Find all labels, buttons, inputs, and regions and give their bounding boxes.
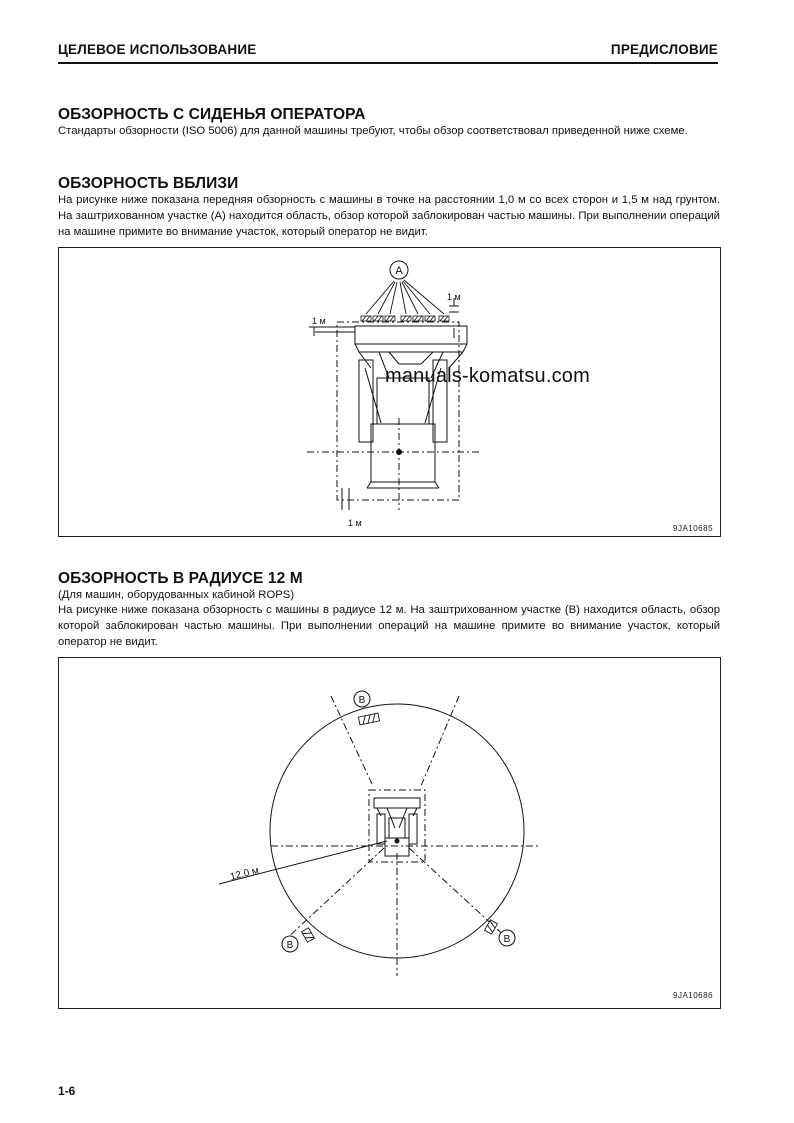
figure-code-12m: 9JA10686 [673,991,714,1000]
figure-close-visibility [58,247,721,537]
running-header-right: ПРЕДИСЛОВИЕ [610,42,718,57]
running-header-left: ЦЕЛЕВОЕ ИСПОЛЬЗОВАНИЕ [58,42,257,57]
section-title-close-visibility: ОБЗОРНОСТЬ ВБЛИЗИ [58,175,239,192]
watermark: manuals-komatsu.com [385,365,590,387]
section-text-operator-visibility: Стандарты обзорности (ISO 5006) для данной машины требуют, чтобы обзор соответствовал приведенной ниже схеме. [58,125,688,137]
header-rule [58,62,718,64]
dimension-label-right: 1 м [447,292,461,302]
machine-center-point-12m [395,839,400,844]
figure-code: 9JA10685 [673,524,714,533]
section-title-operator-visibility: ОБЗОРНОСТЬ С СИДЕНЬЯ ОПЕРАТОРА [58,106,366,123]
marker-a-label: A [395,265,403,277]
section-subtitle-rops: (Для машин, оборудованных кабиной ROPS) [58,589,295,601]
radius-label: 12,0 м [229,865,260,883]
marker-b-left-label: B [286,940,294,951]
dimension-label-left: 1 м [312,316,326,326]
marker-b-top-label: B [358,695,366,706]
machine-center-point [396,449,402,455]
close-visibility-diagram [59,248,720,536]
section-text-close-visibility: На рисунке ниже показана передняя обзорность с машины в точке на расстоянии 1,0 м со всех сторон и 1,5 м над грунтом. На заштрихованном участке (A) находится область, обзор которой заблокирован частью машины. При выполнении операций на машине примите во внимание участок, который оператор не видит. [58,194,720,238]
page-number: 1-6 [58,1084,76,1098]
section-title-12m-visibility: ОБЗОРНОСТЬ В РАДИУСЕ 12 М [58,570,303,587]
radius-visibility-diagram [59,658,720,1008]
dimension-label-bottom: 1 м [348,518,362,528]
section-text-12m-visibility: На рисунке ниже показана обзорность с машины в радиусе 12 м. На заштрихованном участке (B) находится область, обзор которой заблокирован частью машины. При выполнении операций на машине примите во внимание участок, который оператор не видит. [58,604,720,648]
figure-12m-visibility [58,657,721,1009]
marker-b-right-label: B [503,934,511,945]
